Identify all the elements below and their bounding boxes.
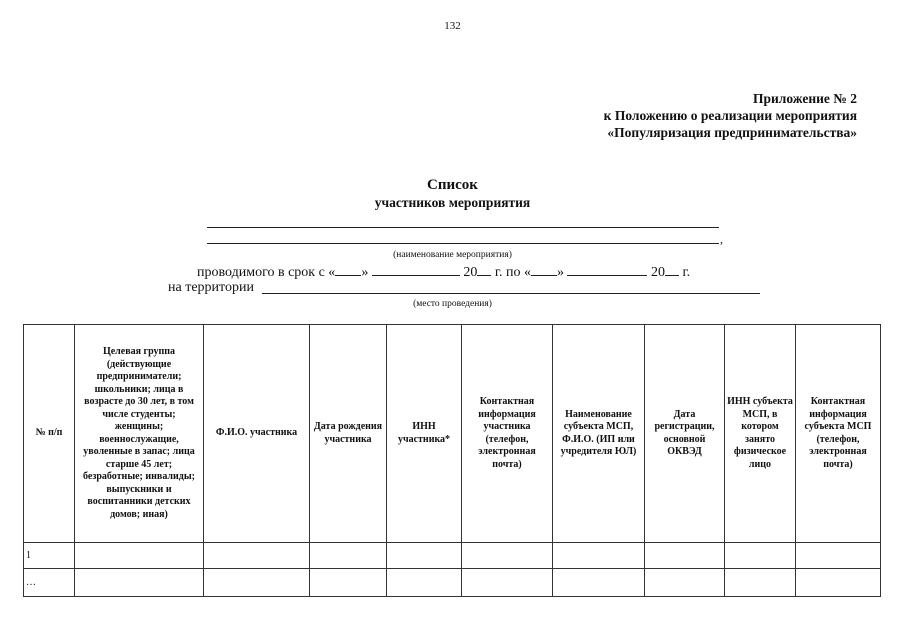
event-name-comma: ,	[720, 232, 723, 246]
participants-table	[23, 324, 881, 597]
period-mid: г. по «	[491, 265, 531, 280]
table-cell	[310, 569, 387, 597]
start-year-blank	[477, 262, 491, 276]
appendix-line-2: к Положению о реализации мероприятия	[603, 108, 857, 123]
period-q1: »	[361, 265, 372, 280]
table-cell	[645, 543, 725, 569]
table-cell	[75, 543, 204, 569]
table-cell	[462, 543, 553, 569]
appendix-line-3: «Популяризация предпринимательства»	[607, 125, 857, 140]
period-year1: 20	[459, 265, 478, 280]
col-header-sme-inn: ИНН субъекта МСП, в котором занято физическое лицо	[725, 325, 796, 543]
period-suffix: г.	[678, 265, 691, 280]
table-cell	[725, 543, 796, 569]
appendix-title: Приложение № 2	[753, 91, 857, 106]
title-line-1: Список	[427, 177, 478, 193]
table-cell	[462, 569, 553, 597]
table-row	[24, 569, 881, 597]
table-cell	[204, 569, 310, 597]
table-cell	[387, 543, 462, 569]
col-header-target-group: Целевая группа (действующие предприниматели; школьники; лица в возрасте до 30 лет, в том числе студенты; женщины; военнослужащие, уволенные в запас; лица старше 45 лет; безработные; инвалиды; выпускники и воспитанники детских домов; иная)	[75, 325, 204, 543]
territory-line	[262, 293, 760, 294]
col-header-participant-inn: ИНН участника*	[387, 325, 462, 543]
col-header-number: № п/п	[24, 325, 75, 543]
end-month-blank	[567, 262, 647, 276]
col-header-participant-name: Ф.И.О. участника	[204, 325, 310, 543]
table-cell: …	[24, 569, 75, 597]
col-header-birth-date: Дата рождения участника	[310, 325, 387, 543]
table-cell	[725, 569, 796, 597]
end-day-blank	[531, 262, 557, 276]
period-prefix: проводимого в срок с «	[197, 265, 336, 280]
appendix-header	[604, 90, 857, 141]
event-name-line-2	[207, 243, 719, 244]
table-cell	[204, 543, 310, 569]
table-cell	[310, 543, 387, 569]
table-cell	[645, 569, 725, 597]
table-cell	[553, 543, 645, 569]
col-header-sme-contacts: Контактная информация субъекта МСП (телефон, электронная почта)	[796, 325, 881, 543]
table-cell	[553, 569, 645, 597]
start-day-blank	[335, 262, 361, 276]
period-q2: »	[556, 265, 568, 280]
start-month-blank	[372, 262, 460, 276]
col-header-sme-name: Наименование субъекта МСП, Ф.И.О. (ИП или учредителя ЮЛ)	[553, 325, 645, 543]
period-line	[197, 262, 690, 281]
event-name-caption: (наименование мероприятия)	[393, 250, 512, 260]
table-cell	[75, 569, 204, 597]
event-name-line-1	[207, 227, 719, 228]
col-header-participant-contacts: Контактная информация участника (телефон, электронная почта)	[462, 325, 553, 543]
territory-label: на территории	[168, 280, 254, 295]
page-number: 132	[444, 20, 461, 32]
territory-caption: (место проведения)	[413, 299, 492, 309]
period-year2: 20	[647, 265, 665, 280]
document-title	[0, 176, 905, 212]
end-year-blank	[665, 262, 679, 276]
table-header-row	[24, 325, 881, 543]
table-cell	[796, 569, 881, 597]
col-header-registration-date: Дата регистрации, основной ОКВЭД	[645, 325, 725, 543]
table-cell	[796, 543, 881, 569]
table-row	[24, 543, 881, 569]
table-cell: 1	[24, 543, 75, 569]
title-line-2: участников мероприятия	[374, 195, 531, 210]
table-cell	[387, 569, 462, 597]
